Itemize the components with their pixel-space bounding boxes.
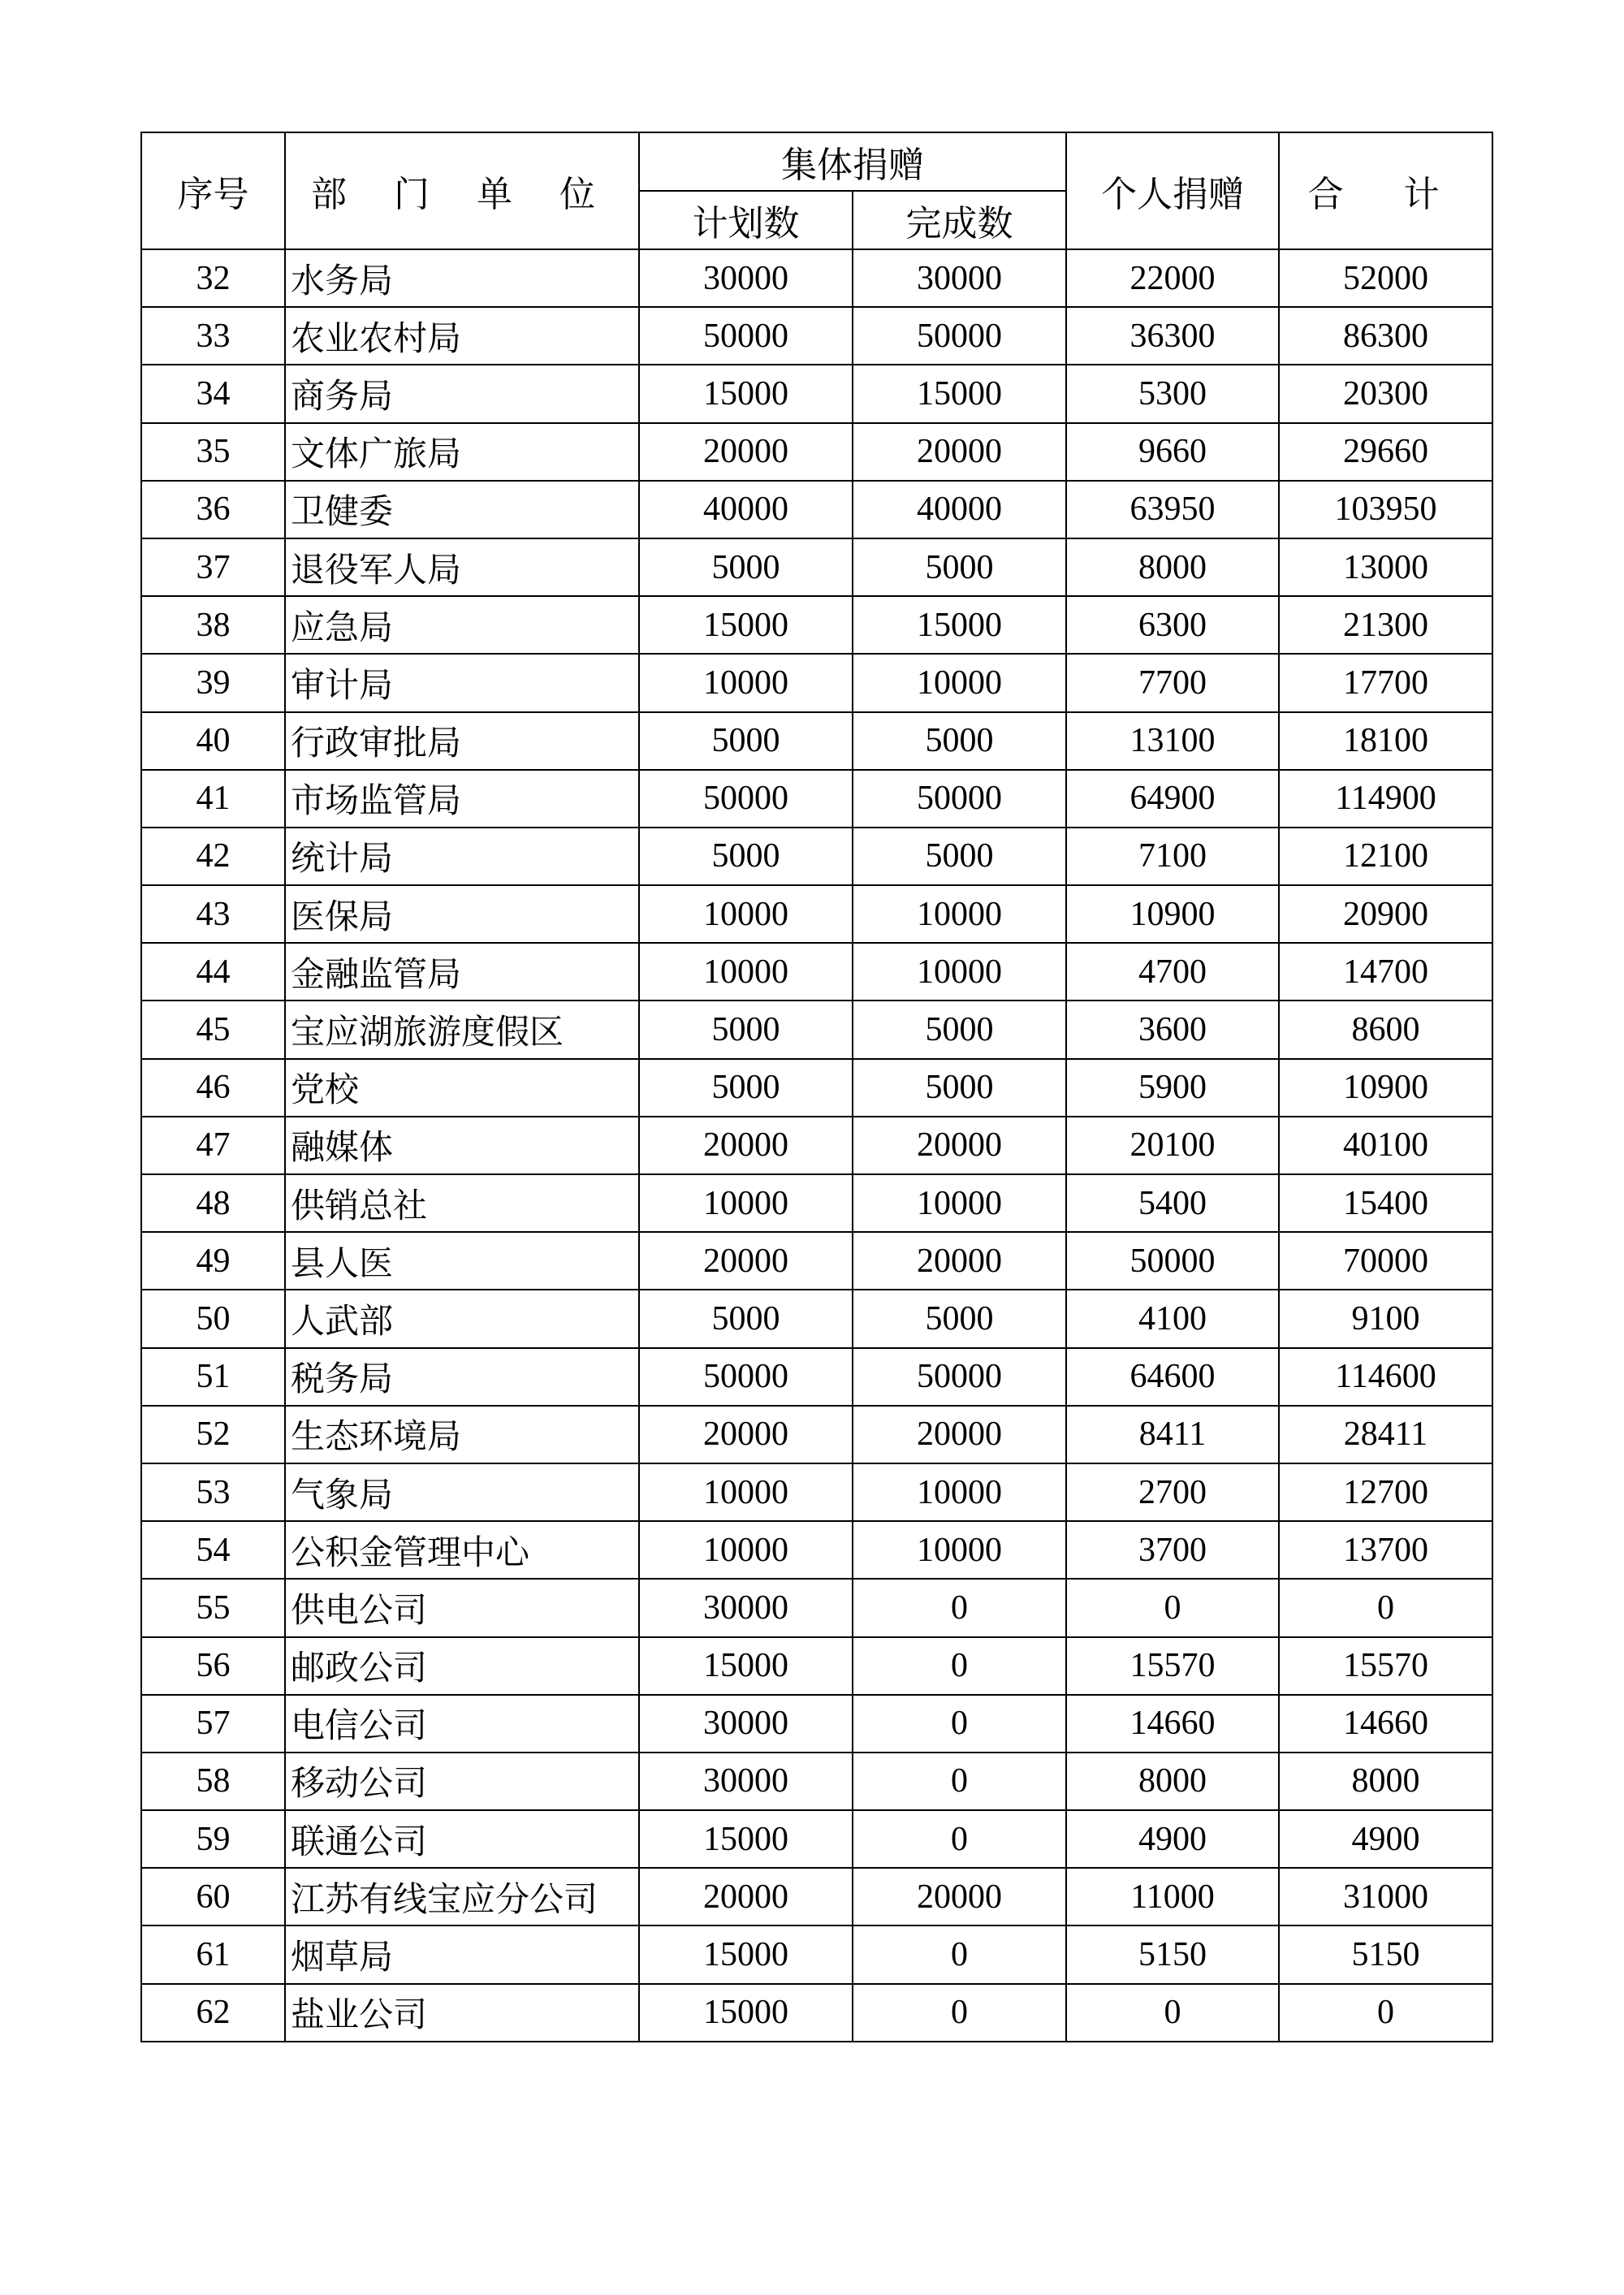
cell-unit: 统计局 <box>285 828 639 885</box>
cell-done: 5000 <box>853 712 1066 770</box>
cell-total: 10900 <box>1279 1059 1492 1117</box>
cell-done: 0 <box>853 1753 1066 1810</box>
cell-seq: 41 <box>141 770 285 828</box>
cell-plan: 20000 <box>639 1232 853 1290</box>
cell-unit: 公积金管理中心 <box>285 1521 639 1579</box>
table-row <box>141 1059 1492 1117</box>
cell-seq: 39 <box>141 654 285 711</box>
cell-done: 20000 <box>853 1117 1066 1174</box>
cell-unit: 商务局 <box>285 365 639 422</box>
cell-plan: 10000 <box>639 885 853 943</box>
cell-plan: 15000 <box>639 365 853 422</box>
cell-unit: 电信公司 <box>285 1695 639 1753</box>
cell-plan: 5000 <box>639 828 853 885</box>
cell-unit: 联通公司 <box>285 1810 639 1868</box>
cell-done: 20000 <box>853 423 1066 481</box>
cell-done: 0 <box>853 1695 1066 1753</box>
cell-seq: 61 <box>141 1925 285 1983</box>
header-personal: 个人捐赠 <box>1066 132 1279 249</box>
cell-total: 52000 <box>1279 249 1492 307</box>
header-collective: 集体捐赠 <box>639 132 1066 191</box>
cell-seq: 58 <box>141 1753 285 1810</box>
cell-plan: 50000 <box>639 1348 853 1406</box>
cell-unit: 税务局 <box>285 1348 639 1406</box>
cell-plan: 5000 <box>639 1059 853 1117</box>
table-row <box>141 1984 1492 2042</box>
cell-unit: 卫健委 <box>285 481 639 538</box>
cell-personal: 2700 <box>1066 1463 1279 1521</box>
cell-personal: 8000 <box>1066 538 1279 596</box>
cell-seq: 43 <box>141 885 285 943</box>
cell-total: 13700 <box>1279 1521 1492 1579</box>
cell-personal: 5900 <box>1066 1059 1279 1117</box>
cell-total: 114900 <box>1279 770 1492 828</box>
cell-done: 10000 <box>853 1463 1066 1521</box>
table-row <box>141 1810 1492 1868</box>
cell-total: 29660 <box>1279 423 1492 481</box>
cell-seq: 44 <box>141 943 285 1001</box>
cell-total: 15400 <box>1279 1174 1492 1232</box>
cell-done: 50000 <box>853 307 1066 365</box>
cell-unit: 退役军人局 <box>285 538 639 596</box>
cell-total: 70000 <box>1279 1232 1492 1290</box>
cell-done: 20000 <box>853 1406 1066 1463</box>
cell-plan: 20000 <box>639 1406 853 1463</box>
cell-seq: 47 <box>141 1117 285 1174</box>
cell-total: 14660 <box>1279 1695 1492 1753</box>
cell-done: 5000 <box>853 1001 1066 1058</box>
cell-plan: 15000 <box>639 1810 853 1868</box>
cell-total: 103950 <box>1279 481 1492 538</box>
header-done: 完成数 <box>853 191 1066 249</box>
cell-done: 10000 <box>853 1174 1066 1232</box>
header-plan: 计划数 <box>639 191 853 249</box>
donation-table <box>140 132 1493 2042</box>
cell-seq: 40 <box>141 712 285 770</box>
cell-plan: 10000 <box>639 1463 853 1521</box>
table-row <box>141 596 1492 654</box>
cell-personal: 36300 <box>1066 307 1279 365</box>
cell-done: 0 <box>853 1925 1066 1983</box>
table-row <box>141 1637 1492 1695</box>
table-row <box>141 1695 1492 1753</box>
cell-seq: 34 <box>141 365 285 422</box>
table-row <box>141 1406 1492 1463</box>
table-row <box>141 770 1492 828</box>
cell-plan: 15000 <box>639 1925 853 1983</box>
cell-seq: 56 <box>141 1637 285 1695</box>
cell-plan: 5000 <box>639 1290 853 1347</box>
table-row <box>141 1753 1492 1810</box>
cell-personal: 10900 <box>1066 885 1279 943</box>
cell-personal: 15570 <box>1066 1637 1279 1695</box>
cell-plan: 20000 <box>639 1868 853 1925</box>
cell-seq: 50 <box>141 1290 285 1347</box>
cell-personal: 50000 <box>1066 1232 1279 1290</box>
cell-total: 28411 <box>1279 1406 1492 1463</box>
cell-done: 0 <box>853 1810 1066 1868</box>
cell-personal: 64900 <box>1066 770 1279 828</box>
table-row <box>141 1348 1492 1406</box>
table-row <box>141 1521 1492 1579</box>
cell-plan: 5000 <box>639 712 853 770</box>
cell-plan: 15000 <box>639 596 853 654</box>
table-row <box>141 1174 1492 1232</box>
cell-done: 20000 <box>853 1868 1066 1925</box>
cell-seq: 36 <box>141 481 285 538</box>
table-row <box>141 1290 1492 1347</box>
cell-unit: 水务局 <box>285 249 639 307</box>
cell-personal: 0 <box>1066 1984 1279 2042</box>
cell-total: 12700 <box>1279 1463 1492 1521</box>
cell-plan: 20000 <box>639 1117 853 1174</box>
cell-total: 9100 <box>1279 1290 1492 1347</box>
cell-seq: 32 <box>141 249 285 307</box>
cell-unit: 金融监管局 <box>285 943 639 1001</box>
table-row <box>141 538 1492 596</box>
cell-done: 20000 <box>853 1232 1066 1290</box>
cell-seq: 46 <box>141 1059 285 1117</box>
table-row <box>141 828 1492 885</box>
cell-unit: 供销总社 <box>285 1174 639 1232</box>
cell-unit: 行政审批局 <box>285 712 639 770</box>
table-row <box>141 481 1492 538</box>
cell-total: 15570 <box>1279 1637 1492 1695</box>
table-row <box>141 1232 1492 1290</box>
cell-unit: 应急局 <box>285 596 639 654</box>
table-row <box>141 1925 1492 1983</box>
cell-total: 8000 <box>1279 1753 1492 1810</box>
cell-personal: 7700 <box>1066 654 1279 711</box>
cell-plan: 30000 <box>639 1753 853 1810</box>
cell-seq: 38 <box>141 596 285 654</box>
cell-total: 8600 <box>1279 1001 1492 1058</box>
cell-unit: 文体广旅局 <box>285 423 639 481</box>
cell-done: 30000 <box>853 249 1066 307</box>
cell-done: 40000 <box>853 481 1066 538</box>
cell-plan: 10000 <box>639 1521 853 1579</box>
header-seq: 序号 <box>141 132 285 249</box>
cell-unit: 人武部 <box>285 1290 639 1347</box>
cell-seq: 62 <box>141 1984 285 2042</box>
cell-done: 5000 <box>853 1059 1066 1117</box>
cell-done: 10000 <box>853 885 1066 943</box>
cell-personal: 7100 <box>1066 828 1279 885</box>
header-total: 合 计 <box>1279 132 1492 249</box>
cell-total: 12100 <box>1279 828 1492 885</box>
cell-personal: 22000 <box>1066 249 1279 307</box>
cell-personal: 3700 <box>1066 1521 1279 1579</box>
cell-seq: 42 <box>141 828 285 885</box>
table-row <box>141 1463 1492 1521</box>
cell-plan: 50000 <box>639 307 853 365</box>
cell-unit: 邮政公司 <box>285 1637 639 1695</box>
cell-unit: 县人医 <box>285 1232 639 1290</box>
cell-unit: 江苏有线宝应分公司 <box>285 1868 639 1925</box>
cell-seq: 37 <box>141 538 285 596</box>
table-body <box>141 249 1492 2042</box>
cell-seq: 35 <box>141 423 285 481</box>
cell-unit: 市场监管局 <box>285 770 639 828</box>
cell-done: 5000 <box>853 828 1066 885</box>
cell-seq: 55 <box>141 1579 285 1636</box>
cell-personal: 11000 <box>1066 1868 1279 1925</box>
cell-unit: 融媒体 <box>285 1117 639 1174</box>
cell-unit: 供电公司 <box>285 1579 639 1636</box>
cell-total: 4900 <box>1279 1810 1492 1868</box>
table-row <box>141 1579 1492 1636</box>
cell-done: 0 <box>853 1579 1066 1636</box>
cell-done: 10000 <box>853 943 1066 1001</box>
cell-plan: 40000 <box>639 481 853 538</box>
cell-plan: 10000 <box>639 943 853 1001</box>
cell-personal: 13100 <box>1066 712 1279 770</box>
table-row <box>141 712 1492 770</box>
cell-unit: 烟草局 <box>285 1925 639 1983</box>
cell-total: 20300 <box>1279 365 1492 422</box>
table-row <box>141 654 1492 711</box>
cell-unit: 气象局 <box>285 1463 639 1521</box>
cell-seq: 51 <box>141 1348 285 1406</box>
cell-total: 18100 <box>1279 712 1492 770</box>
table-row <box>141 1001 1492 1058</box>
cell-personal: 20100 <box>1066 1117 1279 1174</box>
cell-seq: 45 <box>141 1001 285 1058</box>
cell-total: 0 <box>1279 1579 1492 1636</box>
cell-done: 50000 <box>853 770 1066 828</box>
cell-seq: 59 <box>141 1810 285 1868</box>
cell-done: 5000 <box>853 538 1066 596</box>
table-row <box>141 365 1492 422</box>
cell-done: 5000 <box>853 1290 1066 1347</box>
cell-done: 0 <box>853 1984 1066 2042</box>
cell-plan: 30000 <box>639 1695 853 1753</box>
cell-personal: 3600 <box>1066 1001 1279 1058</box>
cell-total: 0 <box>1279 1984 1492 2042</box>
cell-seq: 60 <box>141 1868 285 1925</box>
cell-total: 13000 <box>1279 538 1492 596</box>
table-row <box>141 885 1492 943</box>
cell-personal: 9660 <box>1066 423 1279 481</box>
cell-total: 17700 <box>1279 654 1492 711</box>
cell-personal: 14660 <box>1066 1695 1279 1753</box>
cell-plan: 5000 <box>639 1001 853 1058</box>
cell-seq: 54 <box>141 1521 285 1579</box>
table-row <box>141 307 1492 365</box>
cell-seq: 52 <box>141 1406 285 1463</box>
cell-plan: 15000 <box>639 1984 853 2042</box>
cell-done: 50000 <box>853 1348 1066 1406</box>
table-row <box>141 423 1492 481</box>
cell-total: 21300 <box>1279 596 1492 654</box>
cell-done: 10000 <box>853 654 1066 711</box>
cell-unit: 宝应湖旅游度假区 <box>285 1001 639 1058</box>
cell-unit: 移动公司 <box>285 1753 639 1810</box>
cell-personal: 6300 <box>1066 596 1279 654</box>
header-unit: 部 门 单 位 <box>285 132 639 249</box>
table-row <box>141 1868 1492 1925</box>
cell-total: 20900 <box>1279 885 1492 943</box>
cell-seq: 57 <box>141 1695 285 1753</box>
cell-plan: 10000 <box>639 1174 853 1232</box>
cell-unit: 审计局 <box>285 654 639 711</box>
cell-done: 10000 <box>853 1521 1066 1579</box>
table-row <box>141 249 1492 307</box>
cell-plan: 10000 <box>639 654 853 711</box>
cell-total: 40100 <box>1279 1117 1492 1174</box>
cell-personal: 8000 <box>1066 1753 1279 1810</box>
cell-plan: 5000 <box>639 538 853 596</box>
cell-unit: 党校 <box>285 1059 639 1117</box>
cell-personal: 63950 <box>1066 481 1279 538</box>
cell-unit: 农业农村局 <box>285 307 639 365</box>
cell-personal: 5400 <box>1066 1174 1279 1232</box>
cell-seq: 49 <box>141 1232 285 1290</box>
cell-unit: 生态环境局 <box>285 1406 639 1463</box>
cell-total: 14700 <box>1279 943 1492 1001</box>
cell-personal: 8411 <box>1066 1406 1279 1463</box>
cell-plan: 15000 <box>639 1637 853 1695</box>
cell-plan: 30000 <box>639 1579 853 1636</box>
cell-personal: 5300 <box>1066 365 1279 422</box>
cell-personal: 4900 <box>1066 1810 1279 1868</box>
cell-plan: 30000 <box>639 249 853 307</box>
cell-done: 15000 <box>853 596 1066 654</box>
table-header <box>141 132 1492 249</box>
cell-plan: 20000 <box>639 423 853 481</box>
table-row <box>141 943 1492 1001</box>
cell-seq: 48 <box>141 1174 285 1232</box>
cell-personal: 5150 <box>1066 1925 1279 1983</box>
cell-personal: 64600 <box>1066 1348 1279 1406</box>
cell-done: 15000 <box>853 365 1066 422</box>
cell-personal: 4700 <box>1066 943 1279 1001</box>
cell-unit: 医保局 <box>285 885 639 943</box>
cell-total: 31000 <box>1279 1868 1492 1925</box>
cell-total: 114600 <box>1279 1348 1492 1406</box>
cell-total: 5150 <box>1279 1925 1492 1983</box>
cell-personal: 4100 <box>1066 1290 1279 1347</box>
cell-unit: 盐业公司 <box>285 1984 639 2042</box>
cell-personal: 0 <box>1066 1579 1279 1636</box>
cell-seq: 53 <box>141 1463 285 1521</box>
cell-total: 86300 <box>1279 307 1492 365</box>
cell-seq: 33 <box>141 307 285 365</box>
cell-plan: 50000 <box>639 770 853 828</box>
cell-done: 0 <box>853 1637 1066 1695</box>
table-row <box>141 1117 1492 1174</box>
